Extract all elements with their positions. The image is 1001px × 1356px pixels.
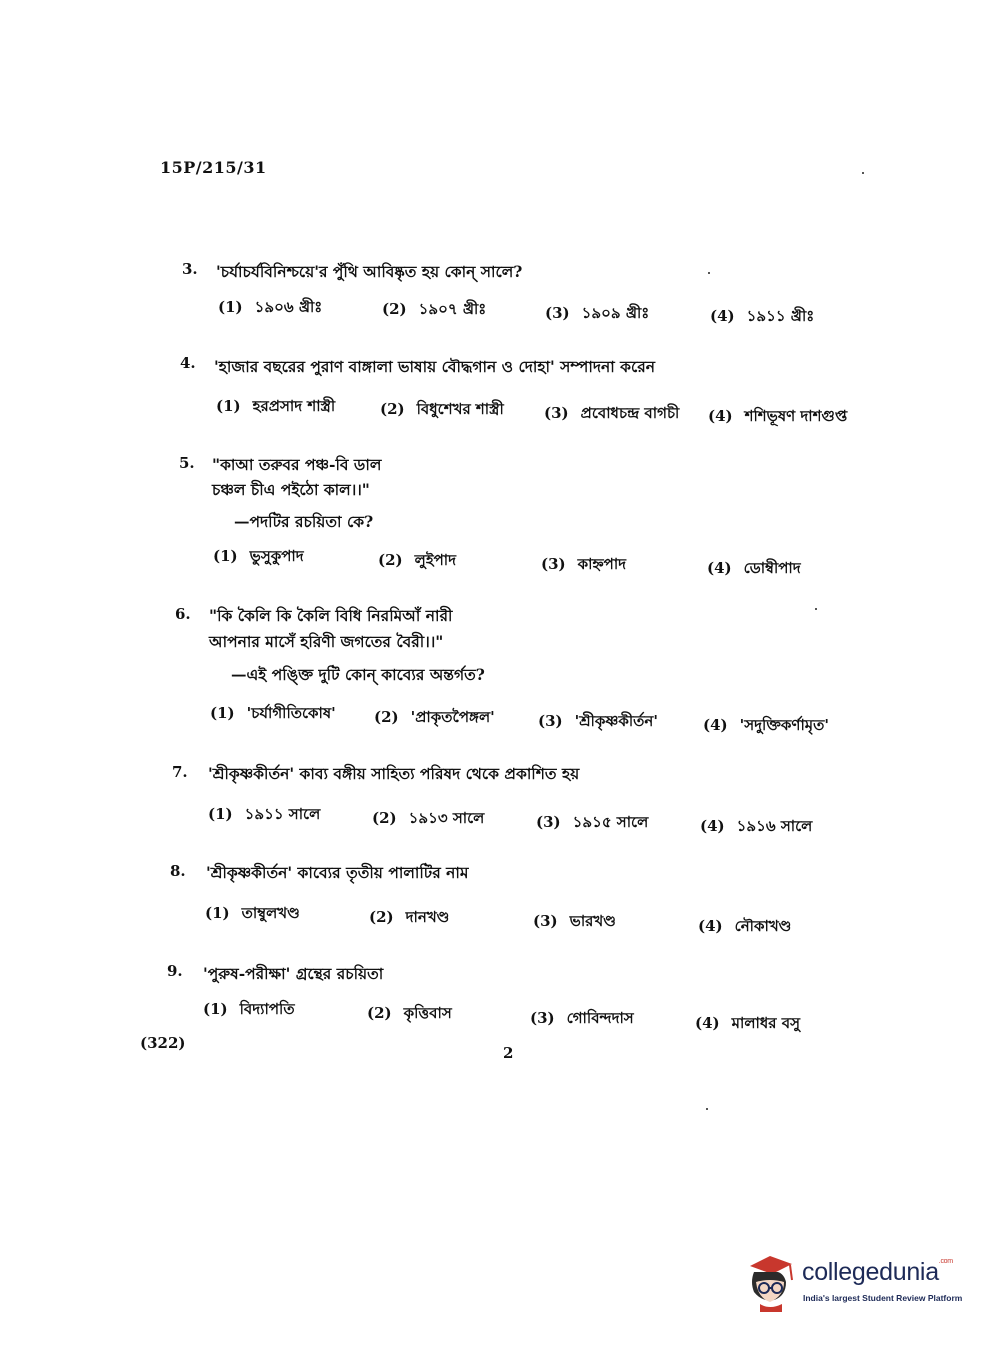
option-2: (2) লুইপাদ (378, 551, 457, 569)
question-number: 7. (172, 763, 188, 781)
option-4: (4) নৌকাখণ্ড (698, 917, 792, 935)
option-3: (3) ১৯০৯ খ্রীঃ (545, 304, 650, 322)
question-text-line-1: "কাআ তরুবর পঞ্চ-বি ডাল (212, 455, 382, 474)
option-2: (2) ১৯০৭ খ্রীঃ (382, 300, 487, 318)
option-1: (1) ১৯১১ সালে (208, 805, 321, 823)
question-text-line-3: —এই পঙ্ক্তি দুটি কোন্ কাব্যের অন্তর্গত? (231, 665, 485, 684)
question-text: 'পুরুষ-পরীক্ষা' গ্রন্থের রচয়িতা (203, 964, 384, 983)
question-text-line-3: —পদটির রচয়িতা কে? (234, 512, 374, 531)
option-3: (3) কাহ্নপাদ (541, 555, 627, 573)
page-code: 15P/215/31 (160, 158, 267, 177)
question-number: 9. (167, 962, 183, 980)
option-2: (2) বিধুশেখর শাস্ত্রী (380, 400, 504, 418)
collegedunia-watermark (742, 1252, 972, 1316)
question-text: 'চর্যাচর্যবিনিশ্চয়ে'র পুঁথি আবিষ্কৃত হয় কোন্ সালে? (216, 262, 523, 281)
page-number: 2 (503, 1044, 514, 1062)
scan-speck (862, 172, 864, 174)
question-text: 'শ্রীকৃষ্ণকীর্তন' কাব্যের তৃতীয় পালাটির নাম (206, 863, 469, 882)
question-text-line-2: চঞ্চল চীএ পইঠো কাল।।" (212, 480, 370, 499)
option-2: (2) ১৯১৩ সালে (372, 809, 485, 827)
option-4: (4) মালাধর বসু (695, 1014, 800, 1032)
student-mascot-icon (742, 1252, 798, 1312)
question-text-line-2: আপনার মাসেঁ হরিণী জগতের বৈরী।।" (209, 632, 444, 651)
logo-tagline: India's largest Student Review Platform (803, 1293, 963, 1303)
option-3: (3) ভারখণ্ড (533, 912, 616, 930)
option-2: (2) কৃত্তিবাস (367, 1004, 452, 1022)
question-number: 6. (175, 605, 191, 623)
option-3: (3) 'শ্রীকৃষ্ণকীর্তন' (538, 712, 658, 730)
question-number: 8. (170, 862, 186, 880)
footer-code: (322) (140, 1034, 186, 1052)
question-number: 5. (179, 454, 195, 472)
logo-dotcom: .com (938, 1258, 953, 1265)
question-number: 3. (182, 260, 198, 278)
option-4: (4) ডোম্বীপাদ (707, 559, 801, 577)
option-4: (4) ১৯১১ খ্রীঃ (710, 307, 815, 325)
scan-speck (706, 1108, 708, 1110)
option-4: (4) ১৯১৬ সালে (700, 817, 813, 835)
logo-wordmark: collegedunia (802, 1258, 939, 1286)
option-3: (3) ১৯১৫ সালে (536, 813, 649, 831)
option-3: (3) গোবিন্দদাস (530, 1009, 634, 1027)
option-1: (1) 'চর্যাগীতিকোষ' (210, 704, 336, 722)
question-text: 'হাজার বছরের পুরাণ বাঙ্গালা ভাষায় বৌদ্ধগান ও দোহা' সম্পাদনা করেন (214, 357, 655, 376)
scan-speck (708, 272, 710, 274)
option-1: (1) ১৯০৬ খ্রীঃ (218, 298, 323, 316)
option-1: (1) বিদ্যাপতি (203, 1000, 295, 1018)
option-3: (3) প্রবোধচন্দ্র বাগচী (544, 404, 680, 422)
scan-speck (815, 608, 817, 610)
option-2: (2) দানখণ্ড (369, 908, 450, 926)
option-2: (2) 'প্রাকৃতপৈঙ্গল' (374, 708, 495, 726)
option-4: (4) 'সদুক্তিকর্ণামৃত' (703, 716, 829, 734)
question-text-line-1: "কি কৈলি কি কৈলি বিধি নিরমিআঁ নারী (209, 606, 453, 625)
question-text: 'শ্রীকৃষ্ণকীর্তন' কাব্য বঙ্গীয় সাহিত্য পরিষদ থেকে প্রকাশিত হয় (208, 764, 580, 783)
option-1: (1) তাম্বুলখণ্ড (205, 904, 300, 922)
question-number: 4. (180, 354, 196, 372)
option-1: (1) হরপ্রসাদ শাস্ত্রী (216, 397, 336, 415)
option-1: (1) ভুসুকুপাদ (213, 547, 304, 565)
option-4: (4) শশিভূষণ দাশগুপ্ত (708, 407, 848, 425)
